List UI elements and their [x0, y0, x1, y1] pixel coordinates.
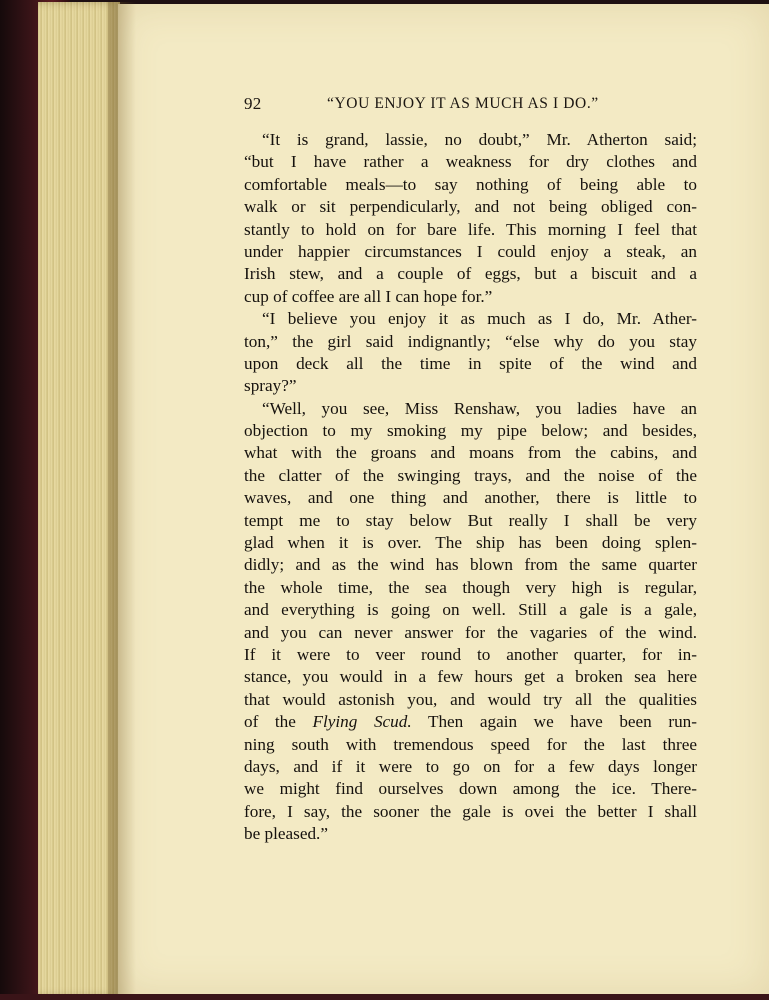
text-line: cup of coffee are all I can hope for.”: [244, 286, 493, 306]
text-line: walk or sit perpendicularly, and not being obliged con-: [244, 197, 697, 217]
text-line-with-italic: [244, 711, 697, 733]
body-text: [244, 129, 697, 846]
text-line: comfortable meals—to say nothing of being able to: [244, 174, 697, 194]
text-fragment: Then again we have been run-: [427, 712, 697, 732]
text-line: be pleased.”: [244, 824, 328, 844]
text-line: didly; and as the wind has blown from the same quarter: [244, 555, 697, 575]
text-line: fore, I say, the sooner the gale is ovei the better I shall: [244, 801, 697, 821]
text-line: stance, you would in a few hours get a broken sea here: [244, 667, 697, 687]
text-line: what with the groans and moans from the cabins, and: [244, 443, 697, 463]
text-line: ton,” the girl said indignantly; “else why do you stay: [244, 331, 697, 351]
text-line: and everything is going on well. Still a gale is a gale,: [244, 600, 697, 620]
text-line: ning south with tremendous speed for the last three: [244, 734, 697, 754]
text-line: “It is grand, lassie, no doubt,” Mr. Atherton said;: [262, 130, 697, 149]
text-line: glad when it is over. The ship has been doing splen-: [244, 533, 697, 553]
text-line: “Well, you see, Miss Renshaw, you ladies have an: [262, 398, 697, 418]
text-line: the clatter of the swinging trays, and the noise of the: [244, 465, 697, 485]
text-line: tempt me to stay below But really I shall be very: [244, 510, 697, 530]
page-number: 92: [244, 94, 262, 113]
text-line: stantly to hold on for bare life. This morning I feel that: [244, 219, 697, 239]
text-line: we might find ourselves down among the ice. There-: [244, 779, 697, 799]
ship-name-italic: Flying Scud.: [312, 712, 412, 732]
text-line: “but I have rather a weakness for dry clothes and: [244, 152, 697, 172]
text-line: objection to my smoking my pipe below; and besides,: [244, 421, 697, 441]
running-head-title: “YOU ENJOY IT AS MUCH AS I DO.”: [327, 95, 599, 112]
cover-bottom: [0, 994, 769, 1000]
text-line: spray?”: [244, 376, 297, 396]
text-fragment: of the: [244, 712, 296, 732]
running-head: [244, 94, 697, 118]
text-line: “I believe you enjoy it as much as I do, Mr. Ather-: [262, 309, 697, 329]
text-line: and you can never answer for the vagaries of the wind.: [244, 622, 697, 642]
spine-shadow: [108, 2, 136, 996]
text-line: upon deck all the time in spite of the wind and: [244, 353, 697, 373]
text-line: If it were to veer round to another quarter, for in-: [244, 644, 697, 664]
text-line: Irish stew, and a couple of eggs, but a biscuit and a: [244, 264, 697, 284]
text-line: days, and if it were to go on for a few days longer: [244, 756, 697, 776]
text-line: waves, and one thing and another, there is little to: [244, 488, 697, 508]
text-line: that would astonish you, and would try all the qualities: [244, 689, 697, 709]
text-line: under happier circumstances I could enjoy a steak, an: [244, 241, 697, 261]
text-line: the whole time, the sea though very high is regular,: [244, 577, 697, 597]
